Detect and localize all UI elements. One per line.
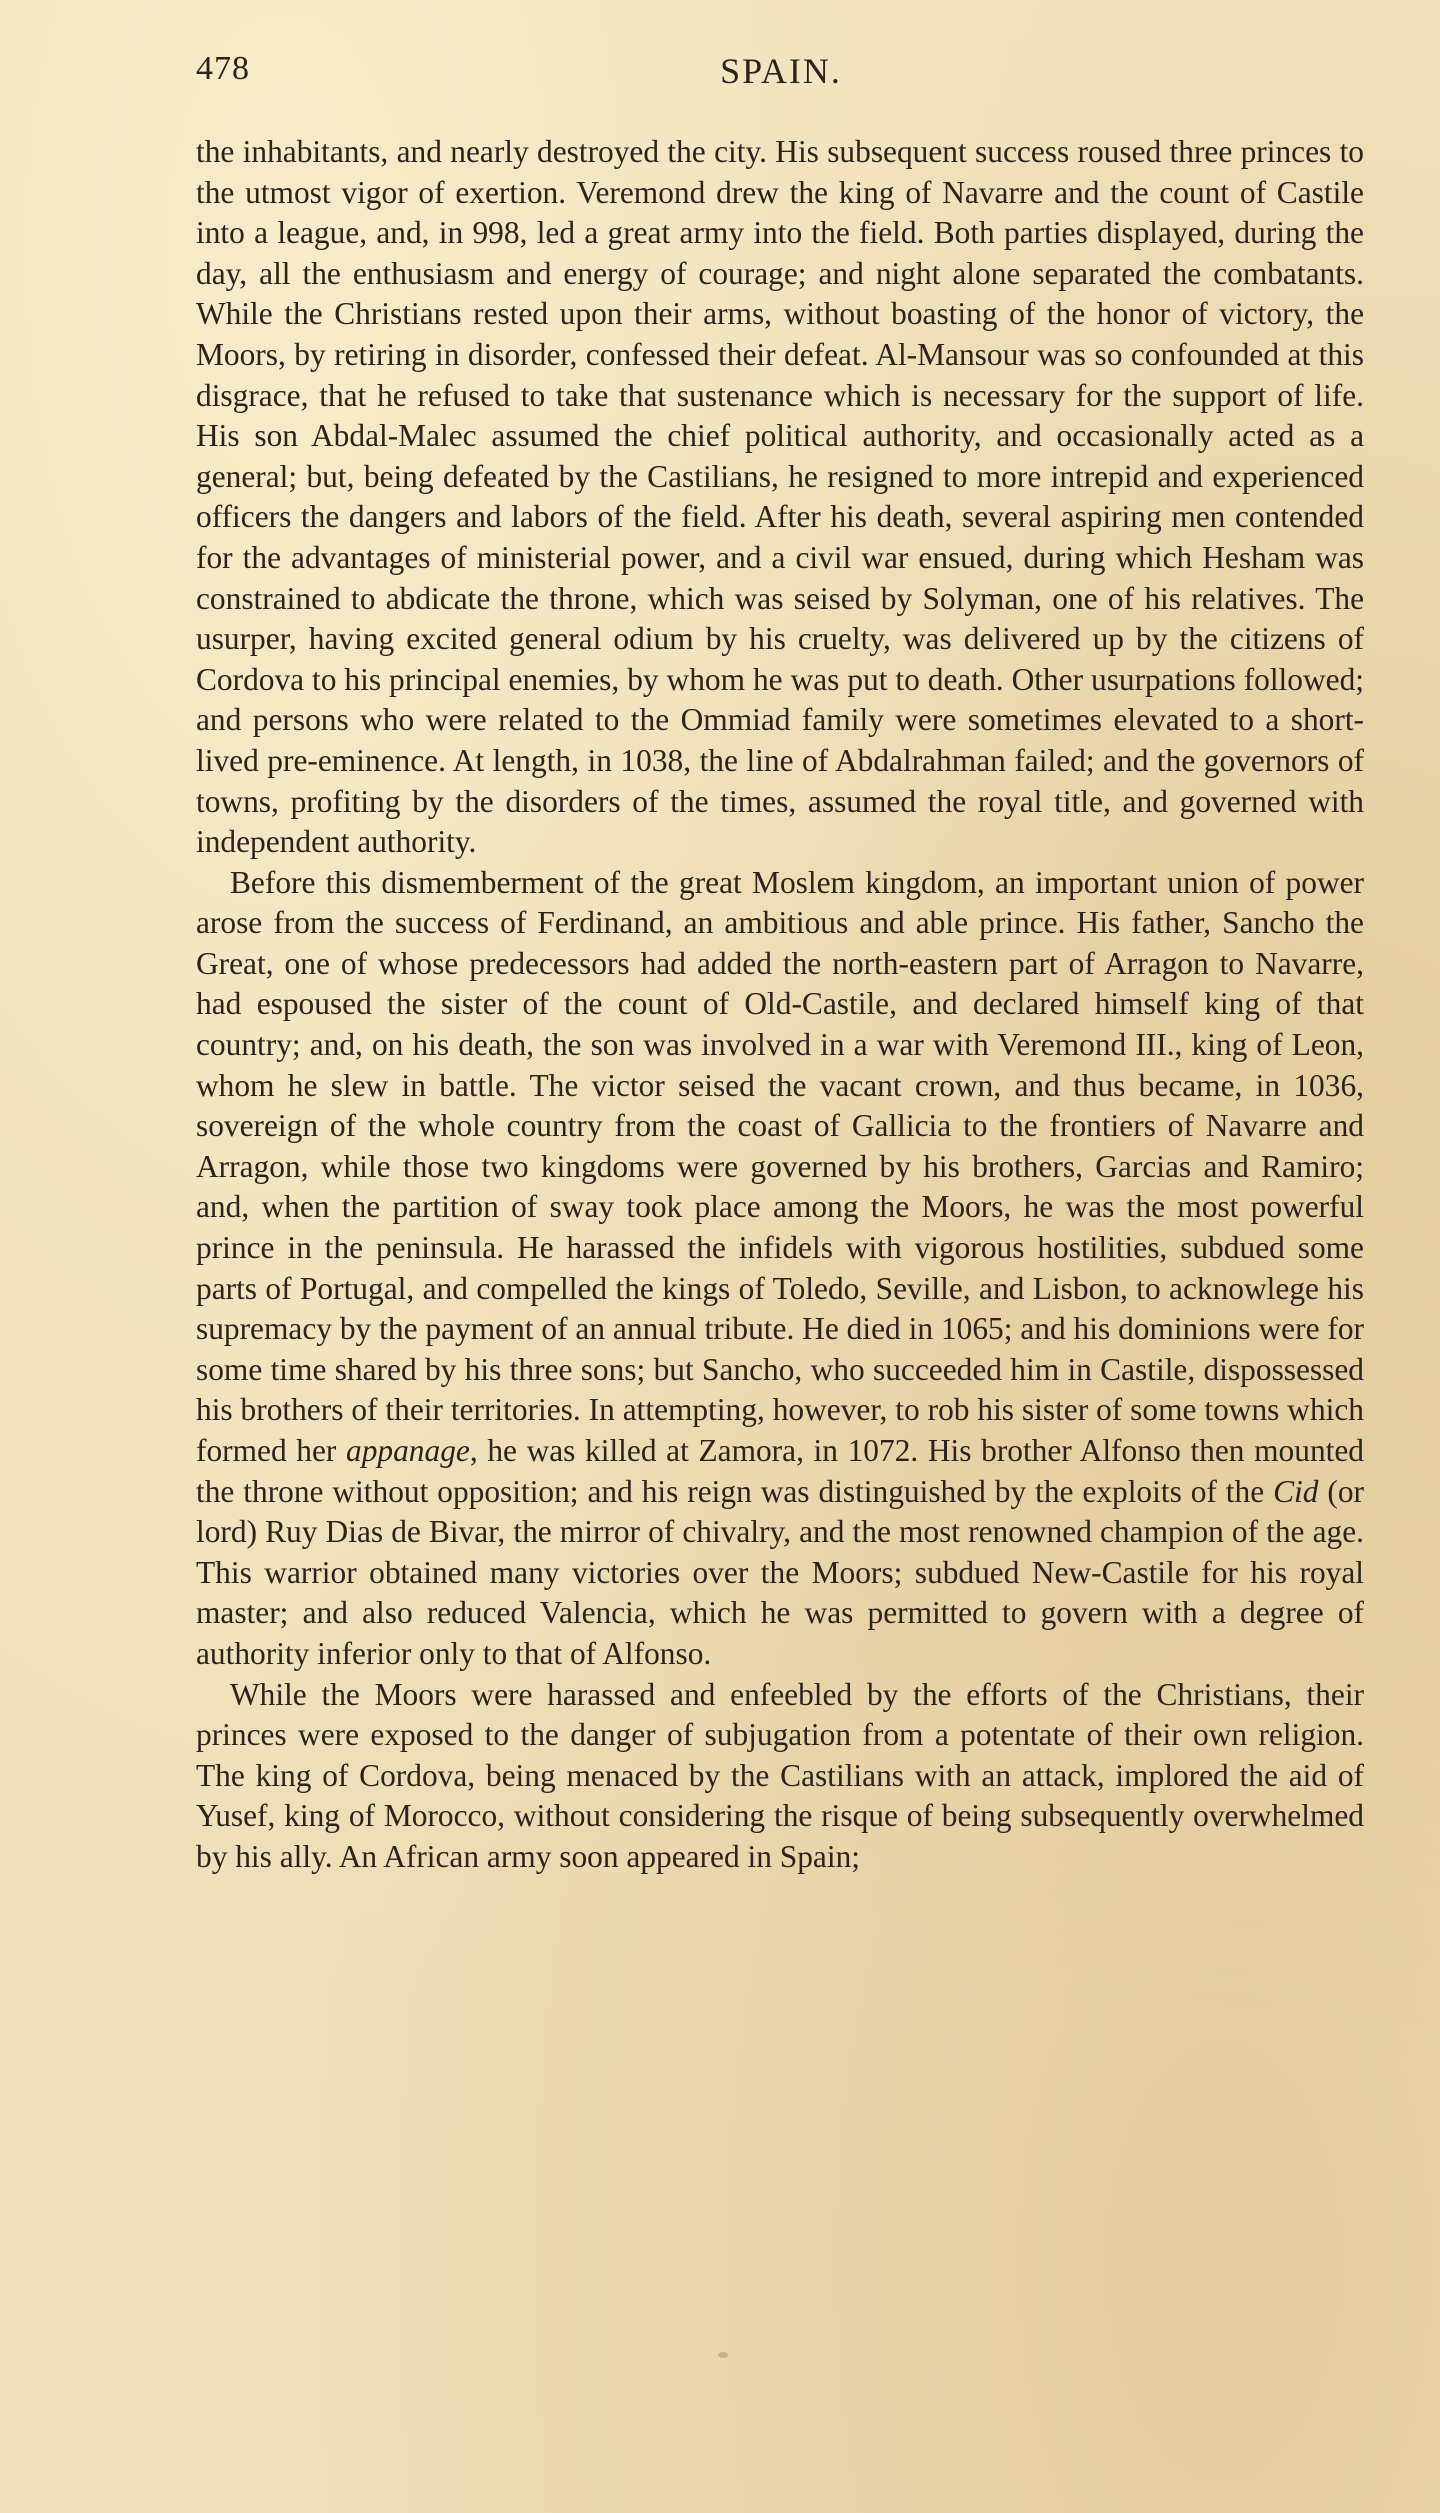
running-title: SPAIN.: [720, 51, 842, 91]
paragraph-2-text-a: Before this dismemberment of the great Moslem kingdom, an important union of power arose from the success of Ferdinand, an ambitious and able prince. His father, Sancho the Great, one of whose predecessors had added the north-eastern part of Arragon to Navarre, had espoused the sister of the count of Old-Castile, and declared himself king of that country; and, on his death, the son was involved in a war with Veremond III., king of Leon, whom he slew in battle. The victor seised the vacant crown, and thus became, in 1036, sovereign of the whole country from the coast of Gallicia to the frontiers of Navarre and Arragon, while those two kingdoms were governed by his brothers, Garcias and Ramiro; and, when the partition of sway took place among the Moors, he was the most powerful prince in the peninsula. He harassed the infidels with vigorous hostilities, subdued some parts of Portugal, and compelled the kings of Toledo, Seville, and Lisbon, to acknowlege his supremacy by the payment of an annual tribute. He died in 1065; and his dominions were for some time shared by his three sons; but Sancho, who succeeded him in Castile, dispossessed his brothers of their territories. In attempting, however, to rob his sister of some towns which formed her: [196, 864, 1364, 1468]
running-head: [196, 50, 1366, 110]
paragraph-1: the inhabitants, and nearly destroyed the city. His subsequent success roused three princes to the utmost vigor of exertion. Veremond drew the king of Navarre and the count of Castile into a league, and, in 998, led a great army into the field. Both parties displayed, during the day, all the enthusiasm and energy of courage; and night alone separated the combatants. While the Christians rested upon their arms, without boasting of the honor of victory, the Moors, by retiring in disorder, confessed their defeat. Al-Mansour was so confounded at this disgrace, that he refused to take that sustenance which is necessary for the support of life. His son Abdal-Malec assumed the chief political authority, and occasionally acted as a general; but, being defeated by the Castilians, he resigned to more intrepid and experienced officers the dangers and labors of the field. After his death, several aspiring men contended for the advantages of ministerial power, and a civil war ensued, during which Hesham was constrained to abdicate the throne, which was seised by Solyman, one of his relatives. The usurper, having excited general odium by his cruelty, was delivered up by the citizens of Cordova to his principal enemies, by whom he was put to death. Other usurpations followed; and persons who were related to the Ommiad family were sometimes elevated to a short-lived pre-eminence. At length, in 1038, the line of Abdalrahman failed; and the governors of towns, profiting by the disorders of the times, assumed the royal title, and governed with independent authority.: [196, 134, 1364, 860]
paper-speck: [718, 2352, 728, 2358]
paragraph-2-text-b: , he was killed at Zamora, in 1072. His brother Alfonso then mounted the throne without opposition; and his reign was distinguished by the exploits of the: [196, 1433, 1364, 1509]
page-number: 478: [196, 50, 250, 87]
body-text: [196, 132, 1364, 1878]
paragraph-3: While the Moors were harassed and enfeebled by the efforts of the Christians, their princes were exposed to the danger of subjugation from a potentate of their own religion. The king of Cordova, being menaced by the Castilians with an attack, implored the aid of Yusef, king of Morocco, without considering the risque of being subsequently overwhelmed by his ally. An African army soon appeared in Spain;: [196, 1676, 1364, 1874]
cid-italic: Cid: [1273, 1473, 1319, 1509]
paragraph-2-text-c: (or lord) Ruy Dias de Bivar, the mirror of chivalry, and the most renowned champion of the age. This warrior obtained many victories over the Moors; subdued New-Castile for his royal master; and also reduced Valencia, which he was permitted to govern with a degree of authority inferior only to that of Alfonso.: [196, 1473, 1364, 1671]
paragraph-2: [196, 863, 1364, 1675]
appanage-italic: appanage: [346, 1433, 470, 1468]
